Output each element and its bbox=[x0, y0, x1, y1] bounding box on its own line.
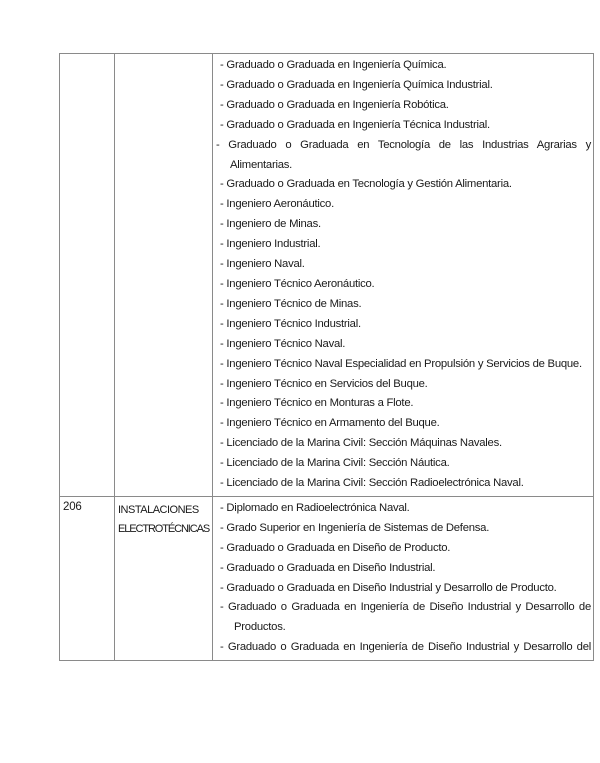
list-item: - Graduado o Graduada en Diseño de Producto. bbox=[220, 541, 451, 554]
specialty-name-cell bbox=[115, 496, 213, 660]
list-item-text: - Graduado o Graduada en Tecnología de las Industrias Agrarias y bbox=[216, 138, 591, 151]
specialty-name-cell bbox=[115, 54, 213, 497]
table-row bbox=[60, 496, 594, 660]
list-item: - Licenciado de la Marina Civil: Sección Radioelectrónica Naval. bbox=[220, 477, 524, 490]
list-item: - Ingeniero Técnico en Armamento del Buque. bbox=[220, 417, 440, 430]
specialty-name-line: INSTALACIONES bbox=[118, 503, 199, 516]
list-item: - Graduado o Graduada en Ingeniería Química Industrial. bbox=[220, 78, 493, 91]
list-item: - Ingeniero Técnico en Servicios del Buque. bbox=[220, 377, 428, 390]
specialty-code-cell: 206 bbox=[60, 496, 115, 660]
specialty-name-line: ELECTROTÉCNICAS bbox=[118, 522, 210, 535]
list-item: - Graduado o Graduada en Diseño Industrial. bbox=[220, 561, 436, 574]
list-item: - Graduado o Graduada en Ingeniería Técnica Industrial. bbox=[220, 118, 490, 131]
qualifications-table bbox=[59, 53, 594, 661]
list-item-continuation: Productos. bbox=[234, 621, 286, 634]
qualifications-list bbox=[213, 496, 594, 660]
list-item: - Graduado o Graduada en Diseño Industrial y Desarrollo de Producto. bbox=[220, 581, 557, 594]
list-item: - Ingeniero Técnico Industrial. bbox=[220, 317, 361, 330]
list-item: - Licenciado de la Marina Civil: Sección Máquinas Navales. bbox=[220, 437, 502, 450]
list-item: - Ingeniero de Minas. bbox=[220, 218, 321, 231]
list-item: - Licenciado de la Marina Civil: Sección Náutica. bbox=[220, 457, 450, 470]
list-item-text: - Graduado o Graduada en Ingeniería de Diseño Industrial y Desarrollo del bbox=[220, 641, 591, 654]
list-item: - Ingeniero Técnico Aeronáutico. bbox=[220, 277, 375, 290]
list-item: - Ingeniero Industrial. bbox=[220, 238, 321, 251]
specialty-code-cell bbox=[60, 54, 115, 497]
qualifications-list bbox=[213, 54, 594, 497]
list-item: - Ingeniero Aeronáutico. bbox=[220, 198, 334, 211]
list-item: - Graduado o Graduada en Ingeniería Química. bbox=[220, 59, 447, 71]
list-item: - Ingeniero Naval. bbox=[220, 258, 305, 271]
list-item: - Ingeniero Técnico en Monturas a Flote. bbox=[220, 397, 414, 410]
list-item: - Grado Superior en Ingeniería de Sistemas de Defensa. bbox=[220, 521, 490, 534]
list-item bbox=[216, 136, 591, 176]
list-item: - Ingeniero Técnico Naval. bbox=[220, 337, 346, 350]
list-item: - Diplomado en Radioelectrónica Naval. bbox=[220, 501, 410, 514]
list-item bbox=[216, 638, 591, 658]
list-item-continuation: Alimentarias. bbox=[230, 158, 293, 171]
table-row bbox=[60, 54, 594, 497]
list-item: - Graduado o Graduada en Ingeniería Robótica. bbox=[220, 98, 449, 111]
list-item: - Ingeniero Técnico Naval Especialidad en Propulsión y Servicios de Buque. bbox=[220, 357, 582, 370]
list-item bbox=[216, 598, 591, 638]
list-item-text: - Graduado o Graduada en Ingeniería de Diseño Industrial y Desarrollo de bbox=[220, 601, 591, 614]
list-item: - Ingeniero Técnico de Minas. bbox=[220, 297, 362, 310]
list-item: - Graduado o Graduada en Tecnología y Gestión Alimentaria. bbox=[220, 178, 512, 191]
